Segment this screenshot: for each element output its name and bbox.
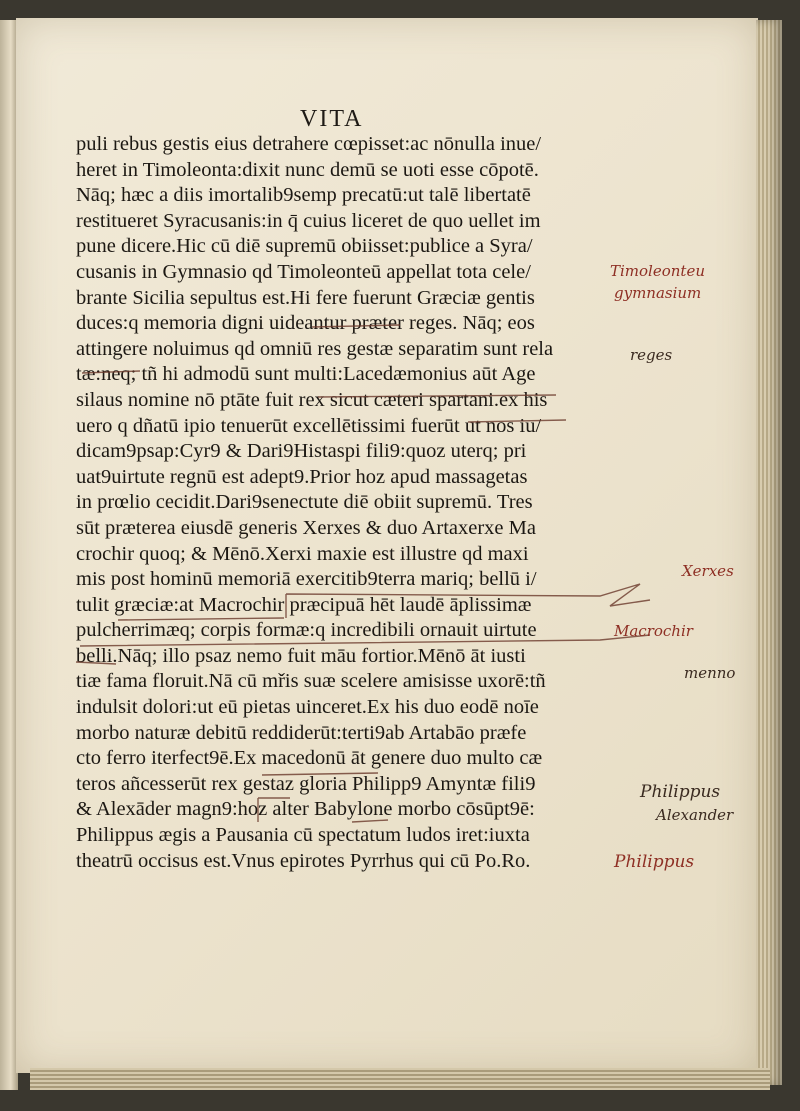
margin-note: Philippus — [614, 852, 695, 872]
text-line: silaus nomine nō ptāte fuit rex sicut cæteri spartani.ex his — [76, 388, 548, 411]
text-line: tæ:neq; tñ hi admodū sunt multi:Lacedæmonius aūt Age — [76, 363, 536, 386]
text-line: brante Sicilia sepultus est.Hi fere fuerunt Græciæ gentis — [76, 286, 535, 309]
text-line: Nāq; hæc a diis imortalib9semp precatū:ut talē libertatē — [76, 184, 531, 207]
text-line: teros añcesserūt rex gestaz gloria Philipp9 Amyntæ fili9 — [76, 772, 536, 795]
bracket-xerxes — [286, 584, 650, 618]
text-line: dicam9psap:Cyr9 & Dari9Histaspi fili9:quoz uterq; pri — [76, 440, 527, 463]
text-line: attingere noluimus qd omniū res gestæ separatim sunt rela — [76, 337, 554, 360]
margin-note: reges — [630, 346, 673, 364]
text-line: theatrū occisus est.Vnus epirotes Pyrrhus qui cū Po.Ro. — [76, 849, 531, 872]
underline-debitum — [262, 773, 378, 775]
text-line: in prœlio cecidit.Dari9senectute diē obiit supremū. Tres — [76, 491, 533, 514]
underline-rex — [352, 820, 388, 822]
underline-macrochir — [80, 635, 650, 646]
text-line: tulit græciæ:at Macrochir præcipuā hēt laudē āplissimæ — [76, 593, 532, 616]
underline-lacedaemonius — [318, 395, 556, 397]
text-line: Philippus ægis a Pausania cū spectatum ludos iret:iuxta — [76, 824, 530, 847]
text-line: uero q dñatū ipio tenuerūt excellētissimi fuerūt ut nos iu/ — [76, 414, 542, 437]
running-head: VITA — [300, 106, 364, 132]
text-line: pulcherrimæq; corpis formæ:q incredibili ornauit uirtute — [76, 619, 537, 642]
margin-note: menno — [684, 664, 736, 682]
text-line: morbo naturæ debitū reddiderūt:terti9ab Artabāo præfe — [76, 721, 527, 744]
underline-xerxes-line — [118, 618, 284, 620]
margin-note: gymnasium — [614, 284, 702, 302]
underline-timoleonteu — [312, 325, 400, 327]
text-line: indulsit dolori:ut eū pietas uinceret.Ex his duo eodē noīe — [76, 696, 539, 719]
text-line: belli.Nāq; illo psaz nemo fuit māu fortior.Mēnō āt iusti — [76, 644, 526, 667]
text-line: cusanis in Gymnasio qd Timoleonteū appellat tota cele/ — [76, 260, 531, 283]
underline-spartani — [468, 420, 566, 422]
text-line: heret in Timoleonta:dixit nunc demū se uoti esse cōpotē. — [76, 158, 539, 181]
text-line: cto ferro iterfect9ē.Ex macedonū āt genere duo multo cæ — [76, 747, 543, 770]
text-line: & Alexāder magn9:hoz alter Babylone morbo cōsūpt9ē: — [76, 798, 535, 821]
underline-attingere — [82, 371, 140, 373]
margin-note: Alexander — [656, 806, 734, 824]
text-line: duces:q memoria digni uideantur præter reges. Nāq; eos — [76, 312, 535, 335]
text-line: puli rebus gestis eius detrahere cœpisset:ac nōnulla inue/ — [76, 133, 542, 155]
text-line: sūt præterea eiusdē generis Xerxes & duo Artaxerxe Ma — [76, 516, 536, 539]
margin-note: Philippus — [640, 782, 721, 802]
margin-note: Xerxes — [682, 562, 734, 580]
text-line: restitueret Syracusanis:in q̄ cuius liceret de quo uellet im — [76, 209, 541, 232]
marginal-notes — [600, 0, 760, 1111]
underline-pulcherrimae — [76, 662, 116, 664]
text-line: uat9uirtute regnū est adept9.Prior hoz apud massagetas — [76, 465, 528, 488]
text-line: pune dicere.Hic cū diē supremū obiisset:publice a Syra/ — [76, 235, 533, 258]
text-line: mis post hominū memoriā exercitib9terra mariq; bellū i/ — [76, 568, 537, 591]
text-line: tiæ fama floruit.Nā cū mřis suæ scelere amisisse uxorē:tñ — [76, 670, 546, 693]
margin-note: Timoleonteu — [610, 262, 705, 280]
margin-note: Macrochir — [614, 622, 693, 640]
text-line: crochir quoq; & Mēnō.Xerxi maxie est illustre qd maxi — [76, 542, 529, 565]
bracket-macedones — [258, 798, 290, 822]
